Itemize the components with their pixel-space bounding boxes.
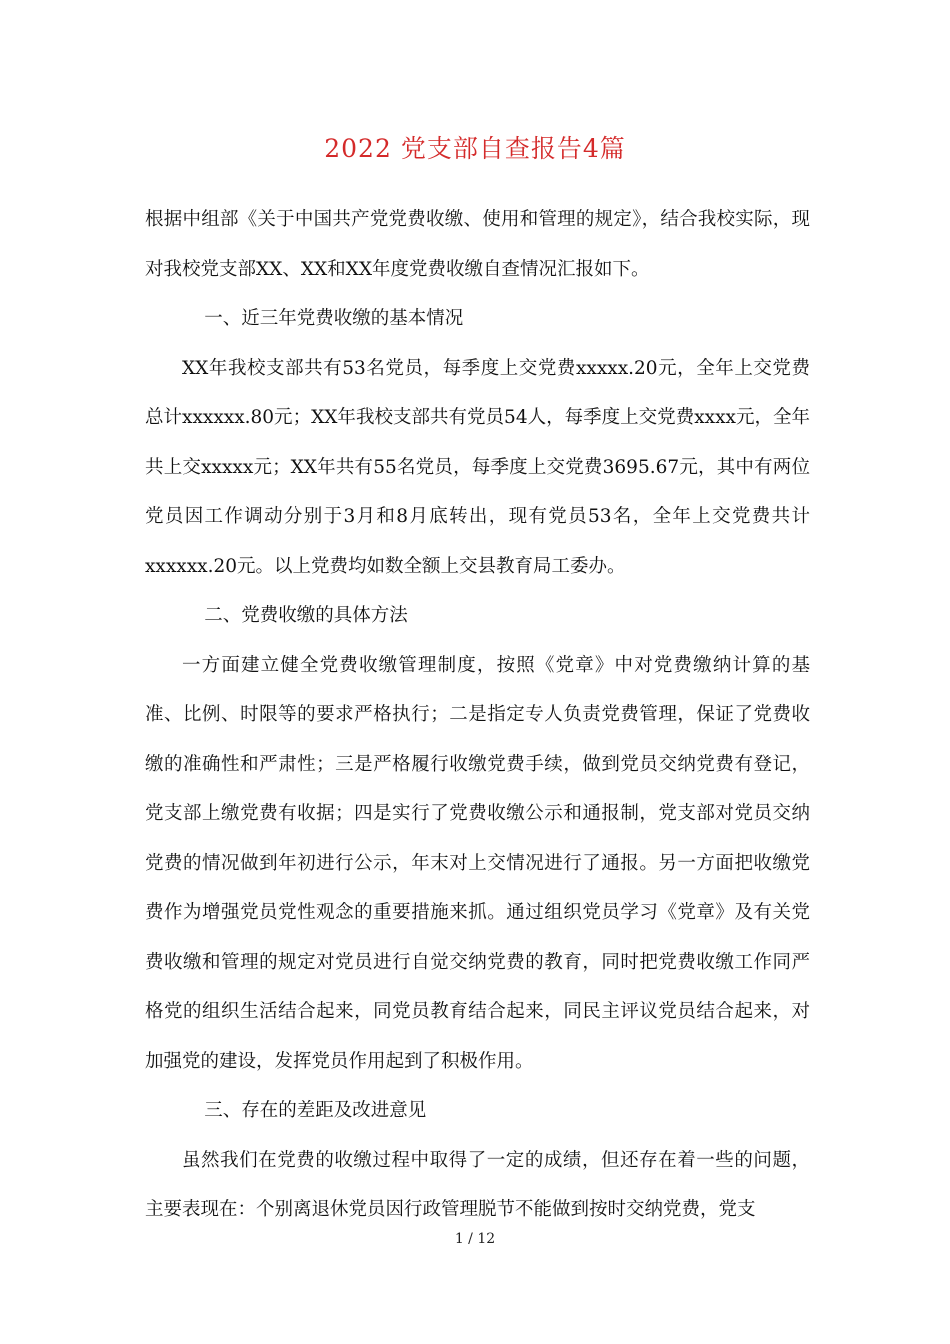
document-title: 2022 党支部自查报告4篇 bbox=[324, 134, 626, 163]
section-heading-1: 一、近三年党费收缴的基本情况 bbox=[204, 308, 464, 329]
page-number: 1 / 12 bbox=[454, 1231, 496, 1247]
document-body bbox=[145, 195, 810, 1235]
section-3-paragraph: 虽然我们在党费的收缴过程中取得了一定的成绩，但还存在着一些的问题，主要表现在：个别离退休党员因行政管理脱节不能做到按时交纳党费，党支 bbox=[145, 1149, 810, 1220]
section-heading-2: 二、党费收缴的具体方法 bbox=[204, 605, 408, 626]
section-heading-3: 三、存在的差距及改进意见 bbox=[204, 1100, 427, 1121]
intro-paragraph: 根据中组部《关于中国共产党党费收缴、使用和管理的规定》，结合我校实际，现对我校党支部XX、XX和XX年度党费收缴自查情况汇报如下。 bbox=[145, 209, 810, 280]
section-1-paragraph: XX年我校支部共有53名党员，每季度上交党费xxxxx.20元，全年上交党费总计xxxxxx.80元；XX年我校支部共有党员54人，每季度上交党费xxxx元，全年共上交xxxxx元；XX年共有55名党员，每季度上交党费3695.67元，其中有两位党员因工作调动分别于3月和8月底转出，现有党员53名，全年上交党费共计xxxxxx.20元。以上党费均如数全额上交县教育局工委办。 bbox=[145, 357, 810, 577]
section-2-paragraph: 一方面建立健全党费收缴管理制度，按照《党章》中对党费缴纳计算的基准、比例、时限等的要求严格执行；二是指定专人负责党费管理，保证了党费收缴的准确性和严肃性；三是严格履行收缴党费手续，做到党员交纳党费有登记，党支部上缴党费有收据；四是实行了党费收缴公示和通报制，党支部对党员交纳党费的情况做到年初进行公示，年末对上交情况进行了通报。另一方面把收缴党费作为增强党员党性观念的重要措施来抓。通过组织党员学习《党章》及有关党费收缴和管理的规定对党员进行自觉交纳党费的教育，同时把党费收缴工作同严格党的组织生活结合起来，同党员教育结合起来，同民主评议党员结合起来，对加强党的建设，发挥党员作用起到了积极作用。 bbox=[145, 654, 810, 1072]
